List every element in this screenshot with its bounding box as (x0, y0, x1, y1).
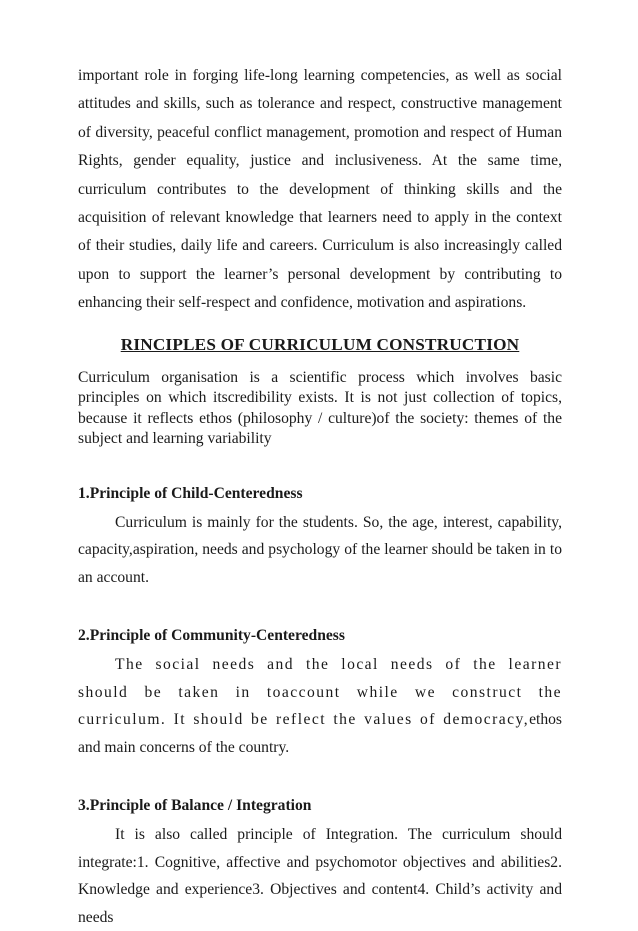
intro-paragraph: important role in forging life-long learning competencies, as well as social attitudes and skills, such as tolerance and respect, constructive management of diversity, peaceful conflict management, promotion and respect of Human Rights, gender equality, justice and inclusiveness. At the same time, curriculum contributes to the development of thinking skills and the acquisition of relevant knowledge that learners need to apply in the context of their studies, daily life and careers. Curriculum is also increasingly called upon to support the learner’s personal development by contributing to enhancing their self-respect and confidence, motivation and aspirations. (78, 67, 562, 312)
principle-3-body: It is also called principle of Integration. The curriculum should integrate:1. Cognitive, affective and psychomotor objectives and abilities2. Knowledge and experience3. Objectives and content4. Child’s activity and needs (78, 826, 562, 926)
principle-3-title: 3.Principle of Balance / Integration (78, 797, 312, 815)
document-page (78, 62, 562, 931)
overview-paragraph: Curriculum organisation is a scientific process which involves basic principles on which itscredibility exists. It is not just collection of topics, because it reflects ethos (philosophy / culture)of the society: themes of the subject and learning variability (78, 368, 562, 448)
principle-2-body (78, 651, 562, 761)
principle-1-title: 1.Principle of Child-Centeredness (78, 484, 303, 502)
principle-1-body: Curriculum is mainly for the students. So, the age, interest, capability, capacity,aspiration, needs and psychology of the learner should be taken in to an account. (78, 513, 562, 586)
principle-2-body-spaced: The social needs and the local needs of the learner should be taken in toaccount while we construct the curriculum. It should be reflect the values of democracy, (78, 656, 562, 729)
principle-2-title: 2.Principle of Community-Centeredness (78, 627, 345, 645)
principle-2-body-rest: ethos and main concerns of the country. (78, 711, 562, 756)
section-heading: RINCIPLES OF CURRICULUM CONSTRUCTION (120, 334, 520, 354)
